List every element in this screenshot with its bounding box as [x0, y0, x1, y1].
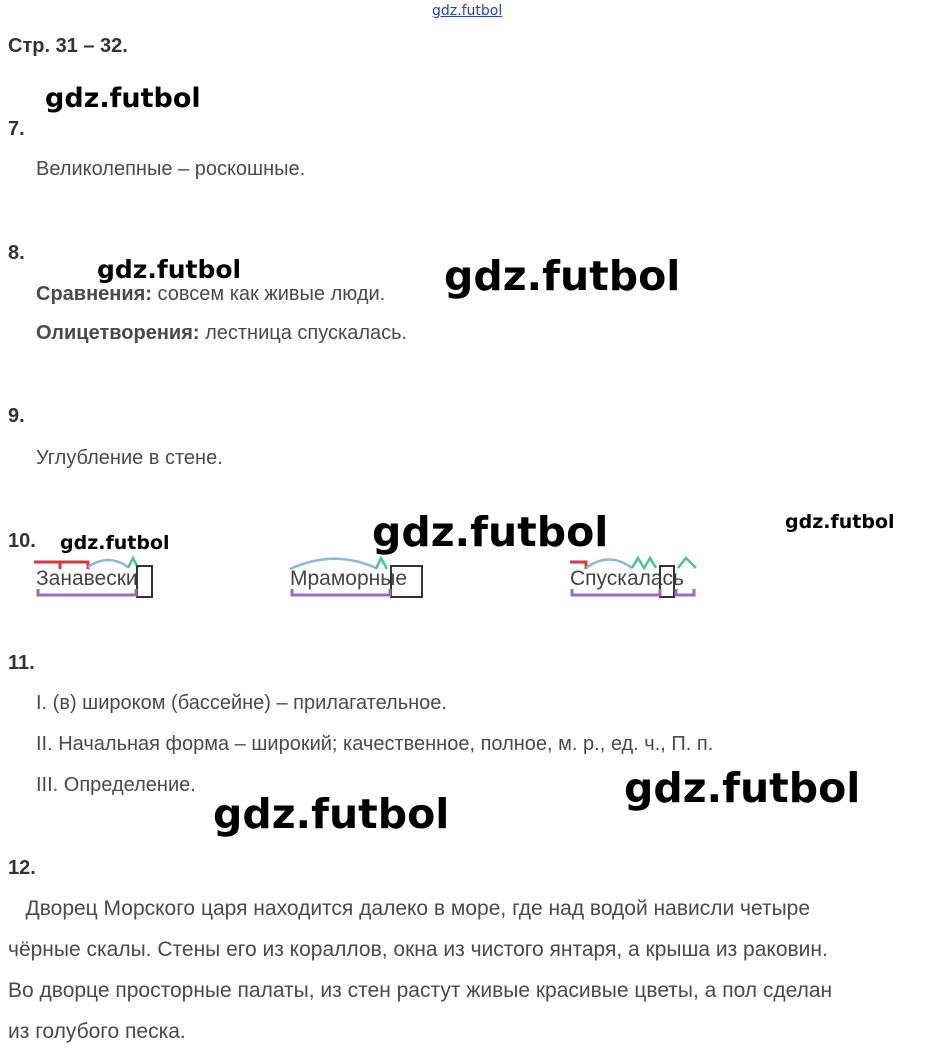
task-11-number: 11.: [8, 652, 35, 674]
morpheme-word-zanaveski: Занавески: [36, 567, 138, 590]
morpheme-word-mramornye: Мраморные: [290, 567, 408, 590]
task-12-line-4: из голубого песка.: [8, 1020, 186, 1043]
morpheme-marks-spuskalas: [564, 555, 704, 605]
watermark: gdz.futbol: [372, 508, 609, 556]
stem-mark: [292, 589, 390, 595]
ending-mark: [391, 566, 422, 597]
task-12-line-1: Дворец Морского царя находится далеко в море, где над водой нависли четыре: [8, 897, 811, 920]
comparisons-label: Сравнения:: [36, 283, 152, 305]
task-12-number: 12.: [8, 857, 36, 879]
stem-mark: [572, 589, 660, 595]
prefix-mark: [570, 562, 586, 569]
task-9-text: Углубление в стене.: [36, 447, 223, 469]
personification-label: Олицетворения:: [36, 322, 200, 344]
task-11-line-2: II. Начальная форма – широкий; качественное, полное, м. р., ед. ч., П. п.: [36, 733, 714, 755]
task-8-number: 8.: [8, 242, 25, 264]
root-mark: [586, 560, 632, 569]
task-11-line-1: I. (в) широком (бассейне) – прилагательное.: [36, 692, 447, 714]
postfix-mark: [678, 558, 696, 568]
watermark: gdz.futbol: [45, 83, 201, 114]
task-12-line-3: Во дворце просторные палаты, из стен растут живые красивые цветы, а пол сделан: [8, 979, 833, 1002]
suffix-mark: [376, 558, 387, 569]
task-8-line-1: [36, 283, 385, 306]
task-10-number: 10.: [8, 530, 36, 552]
watermark: gdz.futbol: [624, 764, 861, 812]
watermark: gdz.futbol: [444, 252, 681, 300]
task-7-number: 7.: [8, 118, 25, 140]
morpheme-marks-mramornye: [284, 555, 429, 605]
watermark: gdz.futbol: [213, 790, 450, 838]
stem-mark: [38, 589, 136, 595]
task-9-number: 9.: [8, 405, 25, 427]
task-7-text: Великолепные – роскошные.: [36, 158, 306, 180]
watermark: gdz.futbol: [60, 532, 170, 554]
task-8-line-2: [36, 322, 407, 345]
stem-mark: [676, 589, 694, 595]
task-12-line-2: чёрные скалы. Стены его из кораллов, окна из чистого янтаря, а крыша из раковин.: [8, 938, 828, 961]
root-mark: [88, 560, 128, 567]
suffix-mark: [632, 558, 656, 568]
watermark: gdz.futbol: [97, 255, 242, 284]
morpheme-word-spuskalas: Спускалась: [570, 567, 685, 590]
ending-mark: [660, 566, 674, 597]
ending-mark: [137, 566, 152, 597]
task-11-line-3: III. Определение.: [36, 774, 196, 796]
morpheme-marks-zanaveski: [30, 555, 160, 605]
personification-text: лестница спускалась.: [199, 322, 408, 344]
comparisons-text: совсем как живые люди.: [152, 283, 386, 305]
watermark-top-link[interactable]: gdz.futbol: [432, 3, 503, 19]
root-mark: [290, 559, 376, 569]
watermark: gdz.futbol: [785, 511, 895, 533]
page-header: Стр. 31 – 32.: [8, 35, 128, 57]
